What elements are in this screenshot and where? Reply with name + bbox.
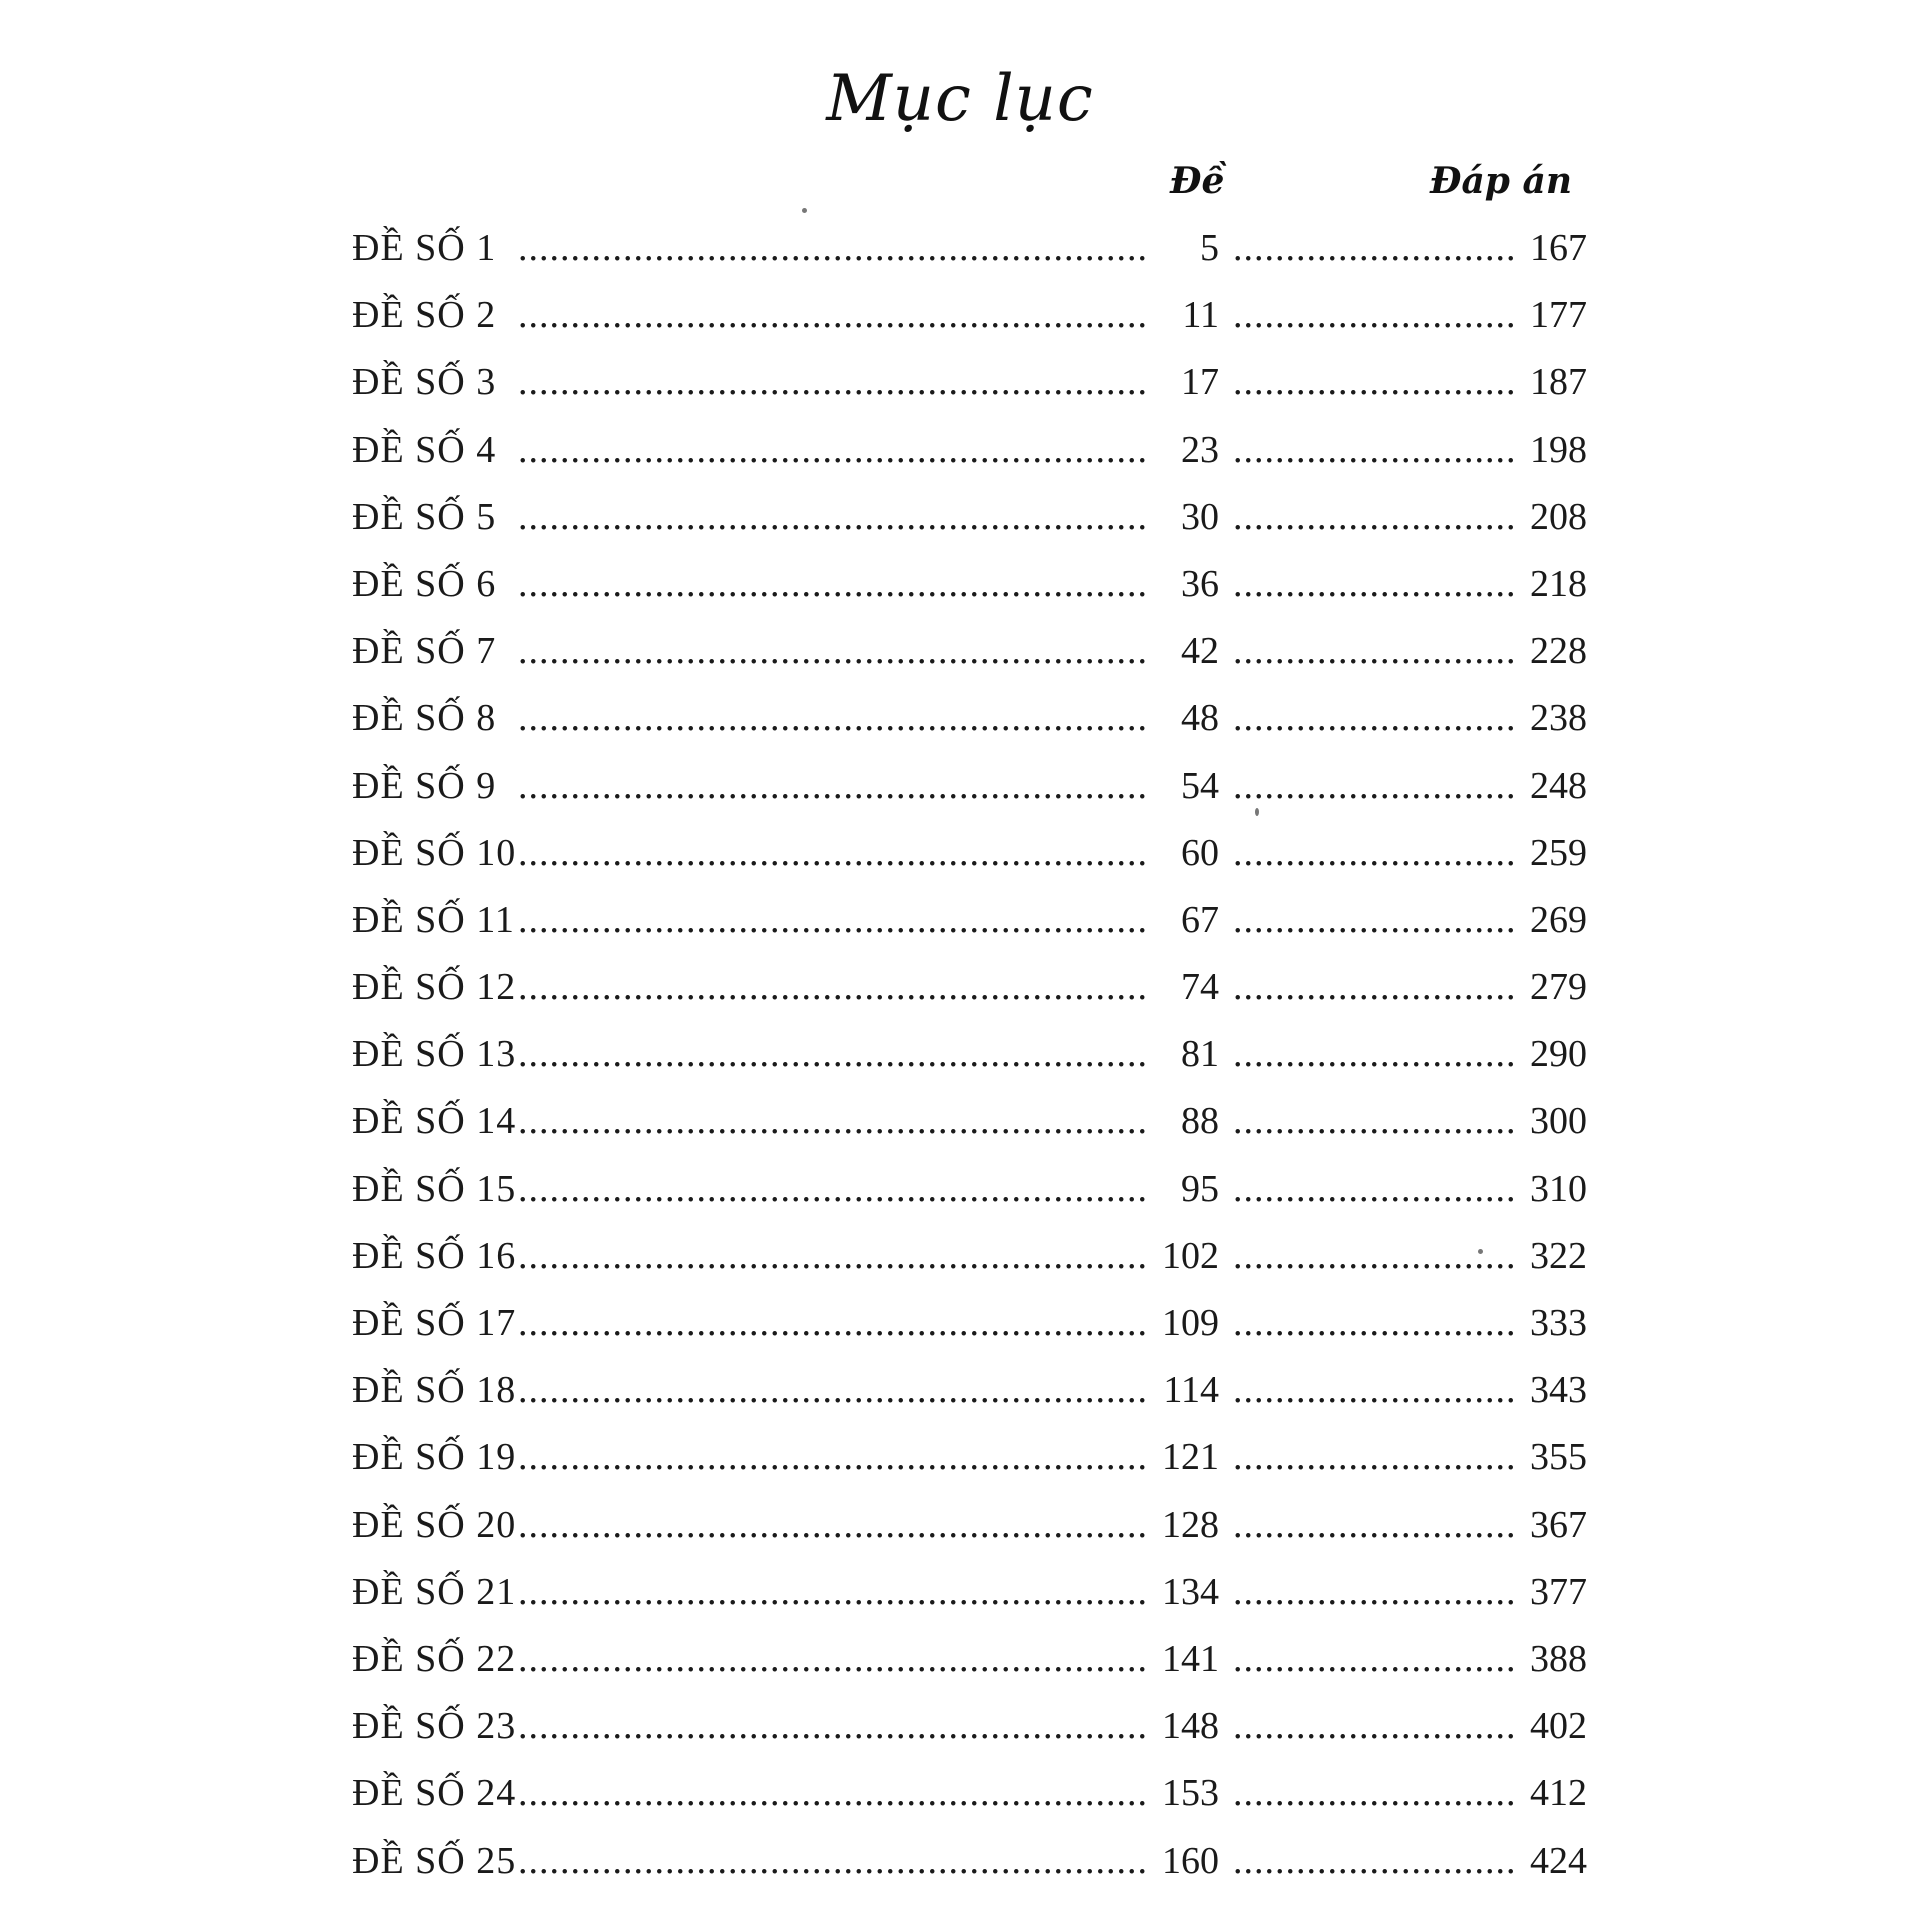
entry-number: 14 (476, 1100, 517, 1143)
dot-leader (1233, 1368, 1513, 1412)
answer-page-number: 377 (1530, 1570, 1587, 1613)
exam-page-number: 160 (1162, 1839, 1219, 1882)
entry-label-text: ĐỀ SỐ (352, 697, 466, 740)
dot-leader (1233, 1234, 1513, 1278)
exam-page-number: 30 (1181, 495, 1219, 538)
dot-leader (1233, 562, 1513, 606)
entry-number: 7 (476, 630, 497, 673)
dot-leader (1233, 360, 1513, 404)
entry-label-text: ĐỀ SỐ (352, 1033, 466, 1076)
entry-label-text: ĐỀ SỐ (352, 1167, 466, 1210)
dot-leader (1233, 428, 1513, 472)
dot-leader (518, 1099, 1147, 1143)
dot-leader (1233, 1301, 1513, 1345)
dot-leader (518, 428, 1147, 472)
answer-page-number: 355 (1530, 1436, 1587, 1479)
entry-number: 18 (476, 1369, 517, 1412)
entry-label (352, 696, 516, 740)
toc-entry (352, 1234, 1587, 1301)
entry-number: 3 (476, 361, 497, 404)
exam-page-number: 36 (1181, 562, 1219, 605)
entry-number: 13 (476, 1033, 517, 1076)
dot-leader (1233, 764, 1513, 808)
exam-page-number: 88 (1181, 1100, 1219, 1143)
dot-leader (1233, 831, 1513, 875)
dot-leader (1233, 293, 1513, 337)
entry-label (352, 764, 516, 808)
entry-number: 4 (476, 428, 497, 471)
answer-page-number: 228 (1530, 630, 1587, 673)
entry-number: 8 (476, 697, 497, 740)
toc-entry (352, 1637, 1587, 1704)
toc-entry (352, 293, 1587, 360)
dot-leader (518, 226, 1147, 270)
entry-number: 25 (476, 1839, 517, 1882)
answer-page-number: 412 (1530, 1772, 1587, 1815)
entry-label (352, 1839, 516, 1883)
entry-label-text: ĐỀ SỐ (352, 562, 466, 605)
exam-page-number: 109 (1162, 1302, 1219, 1344)
dot-leader (518, 495, 1147, 539)
entry-number: 20 (476, 1503, 517, 1546)
entry-label (352, 1368, 516, 1412)
entry-number: 15 (476, 1167, 517, 1210)
dot-leader (1233, 1570, 1513, 1614)
exam-page-number: 141 (1162, 1637, 1219, 1680)
page-title: Mục lục (826, 62, 1094, 136)
dot-leader (1233, 1637, 1513, 1681)
entry-number: 21 (476, 1570, 517, 1613)
dot-leader (1233, 1503, 1513, 1547)
entry-label-text: ĐỀ SỐ (352, 227, 466, 269)
entry-label (352, 1704, 516, 1748)
answer-page-number: 208 (1530, 495, 1587, 538)
exam-page-number: 23 (1181, 428, 1219, 471)
dot-leader (518, 1234, 1147, 1278)
entry-label (352, 898, 516, 942)
entry-label (352, 1637, 516, 1681)
answer-page-number: 198 (1530, 428, 1587, 471)
dot-leader (1233, 965, 1513, 1009)
answer-page-number: 259 (1530, 831, 1587, 874)
answer-page-number: 290 (1530, 1033, 1587, 1076)
entry-label-text: ĐỀ SỐ (352, 1302, 466, 1344)
toc-entry (352, 696, 1587, 763)
dot-leader (518, 562, 1147, 606)
entry-label (352, 1771, 516, 1815)
answer-page-number: 279 (1530, 966, 1587, 1009)
exam-column-header: Đề (1170, 160, 1225, 202)
dot-leader (518, 629, 1147, 673)
entry-label (352, 831, 516, 875)
dot-leader (518, 1167, 1147, 1211)
entry-label (352, 1570, 516, 1614)
entry-label-text: ĐỀ SỐ (352, 630, 466, 673)
entry-label-text: ĐỀ SỐ (352, 1637, 466, 1680)
toc-entry (352, 629, 1587, 696)
entry-label (352, 562, 516, 606)
entry-label-text: ĐỀ SỐ (352, 361, 466, 404)
dot-leader (518, 360, 1147, 404)
toc-entry (352, 1301, 1587, 1368)
answer-page-number: 322 (1530, 1234, 1587, 1277)
answer-page-number: 424 (1530, 1839, 1587, 1882)
entry-label-text: ĐỀ SỐ (352, 898, 466, 941)
dot-leader (518, 965, 1147, 1009)
exam-page-number: 5 (1200, 227, 1219, 269)
answer-page-number: 343 (1530, 1369, 1587, 1412)
entry-number: 23 (476, 1705, 517, 1748)
entry-number: 22 (476, 1637, 517, 1680)
answer-page-number: 402 (1530, 1705, 1587, 1748)
toc-entry (352, 1503, 1587, 1570)
entry-label-text: ĐỀ SỐ (352, 1234, 466, 1277)
entry-number: 2 (476, 294, 497, 337)
entry-number: 5 (476, 495, 497, 538)
dot-leader (518, 1032, 1147, 1076)
toc-entry (352, 898, 1587, 965)
dot-leader (1233, 495, 1513, 539)
toc-entry (352, 831, 1587, 898)
exam-page-number: 11 (1182, 294, 1219, 337)
toc-list (352, 226, 1587, 1906)
entry-label (352, 226, 516, 270)
dot-leader (518, 831, 1147, 875)
entry-label (352, 360, 516, 404)
entry-number: 9 (476, 764, 497, 807)
exam-page-number: 148 (1162, 1705, 1219, 1748)
dot-leader (518, 1368, 1147, 1412)
answer-page-number: 248 (1530, 764, 1587, 807)
dot-leader (1233, 898, 1513, 942)
print-speck (1255, 808, 1259, 816)
answer-page-number: 187 (1530, 361, 1587, 404)
entry-number: 6 (476, 562, 497, 605)
entry-number: 12 (476, 966, 517, 1009)
entry-label-text: ĐỀ SỐ (352, 831, 466, 874)
entry-label (352, 1301, 516, 1345)
dot-leader (1233, 1839, 1513, 1883)
dot-leader (518, 696, 1147, 740)
dot-leader (518, 1503, 1147, 1547)
entry-number: 1 (476, 227, 497, 269)
toc-entry (352, 1839, 1587, 1906)
toc-entry (352, 495, 1587, 562)
entry-number: 10 (476, 831, 517, 874)
entry-label (352, 1435, 516, 1479)
answer-page-number: 218 (1530, 562, 1587, 605)
exam-page-number: 17 (1181, 361, 1219, 404)
entry-label (352, 495, 516, 539)
entry-label (352, 1167, 516, 1211)
answer-page-number: 333 (1530, 1302, 1587, 1344)
toc-entry (352, 360, 1587, 427)
entry-number: 17 (476, 1302, 517, 1344)
entry-label (352, 1032, 516, 1076)
entry-label-text: ĐỀ SỐ (352, 1503, 466, 1546)
entry-label (352, 1234, 516, 1278)
exam-page-number: 60 (1181, 831, 1219, 874)
toc-entry (352, 1368, 1587, 1435)
dot-leader (518, 898, 1147, 942)
toc-entry (352, 965, 1587, 1032)
dot-leader (1233, 226, 1513, 270)
answer-page-number: 310 (1530, 1167, 1587, 1210)
exam-page-number: 74 (1181, 966, 1219, 1009)
entry-number: 19 (476, 1436, 517, 1479)
toc-entry (352, 1570, 1587, 1637)
entry-label-text: ĐỀ SỐ (352, 1570, 466, 1613)
toc-entry (352, 764, 1587, 831)
entry-label-text: ĐỀ SỐ (352, 1436, 466, 1479)
dot-leader (1233, 1435, 1513, 1479)
exam-page-number: 42 (1181, 630, 1219, 673)
answer-page-number: 269 (1530, 898, 1587, 941)
answer-column-header: Đáp án (1430, 160, 1572, 202)
exam-page-number: 81 (1181, 1033, 1219, 1076)
exam-page-number: 102 (1162, 1234, 1219, 1277)
entry-label-text: ĐỀ SỐ (352, 764, 466, 807)
entry-label-text: ĐỀ SỐ (352, 1369, 466, 1412)
entry-number: 16 (476, 1234, 517, 1277)
entry-label-text: ĐỀ SỐ (352, 1100, 466, 1143)
dot-leader (1233, 1704, 1513, 1748)
toc-entry (352, 1099, 1587, 1166)
entry-number: 24 (476, 1772, 517, 1815)
exam-page-number: 48 (1181, 697, 1219, 740)
dot-leader (518, 1704, 1147, 1748)
answer-page-number: 367 (1530, 1503, 1587, 1546)
entry-label (352, 1099, 516, 1143)
entry-label-text: ĐỀ SỐ (352, 1705, 466, 1748)
dot-leader (518, 764, 1147, 808)
dot-leader (1233, 1167, 1513, 1211)
entry-label (352, 428, 516, 472)
entry-number: 11 (476, 898, 515, 941)
entry-label-text: ĐỀ SỐ (352, 428, 466, 471)
exam-page-number: 128 (1162, 1503, 1219, 1546)
answer-page-number: 388 (1530, 1637, 1587, 1680)
entry-label-text: ĐỀ SỐ (352, 294, 466, 337)
exam-page-number: 121 (1162, 1436, 1219, 1479)
dot-leader (518, 1435, 1147, 1479)
print-speck (802, 208, 807, 213)
answer-page-number: 238 (1530, 697, 1587, 740)
entry-label (352, 629, 516, 673)
exam-page-number: 114 (1163, 1369, 1219, 1412)
exam-page-number: 67 (1181, 898, 1219, 941)
exam-page-number: 54 (1181, 764, 1219, 807)
exam-page-number: 95 (1181, 1167, 1219, 1210)
exam-page-number: 134 (1162, 1570, 1219, 1613)
exam-page-number: 153 (1162, 1772, 1219, 1815)
entry-label-text: ĐỀ SỐ (352, 1772, 466, 1815)
dot-leader (518, 1570, 1147, 1614)
entry-label (352, 1503, 516, 1547)
toc-entry (352, 1167, 1587, 1234)
answer-page-number: 167 (1530, 227, 1587, 269)
toc-entry (352, 562, 1587, 629)
dot-leader (1233, 1771, 1513, 1815)
dot-leader (1233, 696, 1513, 740)
dot-leader (518, 1839, 1147, 1883)
toc-entry (352, 1435, 1587, 1502)
print-speck (1478, 1249, 1483, 1254)
dot-leader (1233, 1032, 1513, 1076)
entry-label (352, 293, 516, 337)
toc-entry (352, 226, 1587, 293)
entry-label (352, 965, 516, 1009)
dot-leader (518, 1771, 1147, 1815)
dot-leader (1233, 1099, 1513, 1143)
toc-entry (352, 1771, 1587, 1838)
dot-leader (1233, 629, 1513, 673)
dot-leader (518, 1301, 1147, 1345)
entry-label-text: ĐỀ SỐ (352, 495, 466, 538)
toc-entry (352, 1704, 1587, 1771)
toc-entry (352, 1032, 1587, 1099)
dot-leader (518, 293, 1147, 337)
answer-page-number: 177 (1530, 294, 1587, 337)
dot-leader (518, 1637, 1147, 1681)
entry-label-text: ĐỀ SỐ (352, 966, 466, 1009)
toc-entry (352, 428, 1587, 495)
answer-page-number: 300 (1530, 1100, 1587, 1143)
entry-label-text: ĐỀ SỐ (352, 1839, 466, 1882)
